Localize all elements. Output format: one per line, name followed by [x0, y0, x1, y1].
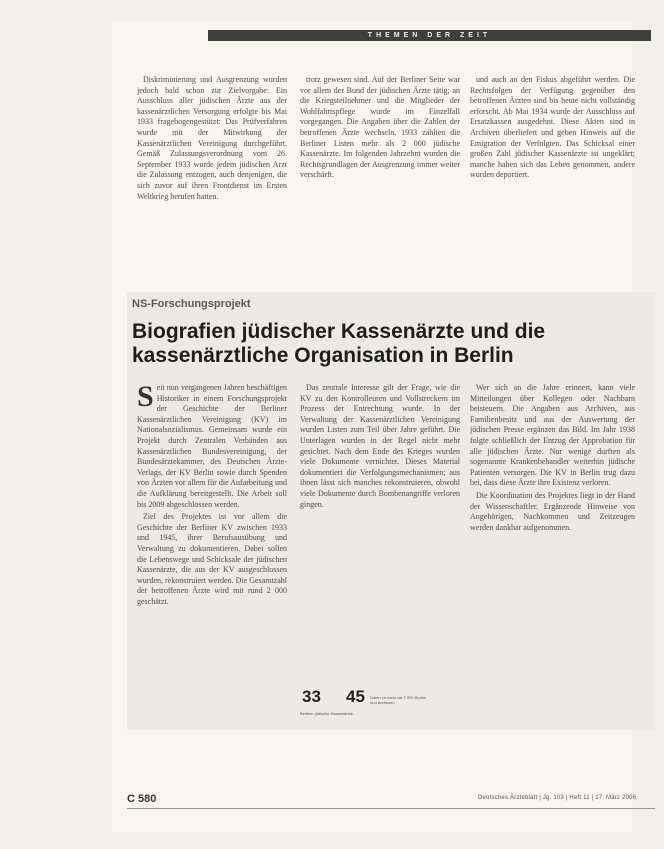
top-column-3-text: und auch an den Fiskus abgeführt werden. Die Rechtsfolgen der Verfügung gegenüber den betroffenen Ärzten sind bis heute nicht vollständig erforscht. Ab Mai 1934 wurde der Ausschluss auf Ersatzkassen ausgedehnt. Diese Akten sind in Archiven überliefert und geben Hinweis auf die Emigration der Verfolgten. Das Schicksal einer großen Zahl jüdischer Kassenärzte ist ungeklärt; manche haben sich das Leben genommen, andere wurden deportiert. — [470, 75, 635, 180]
section-header: THEMEN DER ZEIT — [208, 30, 651, 41]
footer-rule — [127, 808, 655, 809]
top-column-1-text: Diskriminierung und Ausgrenzung wurden jedoch bald schon zur Zielvorgabe: Ein Ausschluss aller jüdischen Ärzte aus der kassenärztlichen Versorgung erfolgte bis Mai 1933 fragebogengestützt: Das Prüfverfahren wurde mit der Mitwirkung der Kassenärztlichen Vereinigung durchgeführt. Gemäß Zulassungsverordnung vom 26. September 1933 wurde jedem jüdischen Arzt die Zulassung entzogen, auch denjenigen, die sich zuvor auf ihren Frontdienst im Ersten Weltkrieg berufen hatten. — [137, 75, 287, 201]
article-kicker: NS-Forschungsprojekt — [132, 298, 251, 310]
article-column-2 — [300, 383, 460, 681]
article-column-3-body: Wer sich an die Jahre erinnert, kann viele Mitteilungen über Kollegen oder Nachbarn beisteuern. Die Angaben aus Archiven, aus Familienbesitz und aus der Auswertung der jüdischen Presse ergänzen das Bild. Im Jahr 1938 folgte schließlich der Entzug der Approbation für alle jüdischen Ärzte. Nur wenige durften als sogenannte Krankenbehandler weiterhin jüdische Patienten versorgen. Die KV in Berlin trug dazu bei, dass diese Ärzte ihre Existenz verloren. — [470, 383, 635, 488]
top-column-3 — [470, 75, 635, 270]
article-lead-text: eit nun vergangenen Jahren beschäftigen Historiker in einem Forschungsprojekt der Geschichte der Berliner Kassenärztlichen Vereinigung (KV) im Nationalsozialismus. Gemeinsam wurde ein Projekt durch Zentralen Verbänden aus Kassenärztlichen Bundesvereinigung, der Bundesärztekammer, des Deutschen Ärzte-Verlags, der KV Berlin sowie durch Spenden von Ärzten vor allem für die Aufarbeitung und die Aufklärung bereitgestellt. Die Arbeit soll bis 2009 abgeschlossen werden. — [137, 383, 287, 509]
article-column-1 — [137, 383, 287, 723]
dropcap-letter: S — [137, 383, 154, 413]
logo-caption-right: Daten zu mehr als 2 000 Ärzten und Ärztinnen — [370, 695, 427, 705]
article-title-line-2: kassenärztliche Organisation in Berlin — [132, 344, 514, 367]
article-column-2-body: Das zentrale Interesse gilt der Frage, wie die KV zu den Kontrolleuren und Vollstreckern im Prozess der Entrechtung wurde. In der Verwaltung der Kassenärztlichen Vereinigung wurden Listen zum Teil über Jahre geführt. Die Unterlagen wurden in der Regel nicht mehr gesichtet. Nach dem Ende des Krieges wurden viele Dokumente vernichtet. Dieses Material dokumentiert die Verfolgungsmechanismen; aus ihnen lässt sich manches rekonstruieren, obwohl viele Dokumente durch Bombenangriffe verloren gingen. — [300, 383, 460, 509]
article-title — [132, 320, 652, 368]
article-column-1-body: Ziel des Projektes ist vor allem die Geschichte der Berliner KV zwischen 1933 und 1945, ihrer Berufsausübung und Verwaltung zu dokumentieren. Dabei sollen die Lebenswege und Schicksale der jüdischen Kassenärzte, die aus der KV ausgeschlossen wurden, rekonstruiert werden. Die Gesamtzahl der betroffenen Ärzte wird mit rund 2 000 geschätzt. — [137, 512, 287, 606]
top-column-2 — [300, 75, 460, 270]
publication-info: Deutsches Ärzteblatt | Jg. 103 | Heft 11 | 17. März 2006 — [478, 795, 637, 801]
article-lead-paragraph — [137, 383, 287, 510]
article-column-3 — [470, 383, 635, 723]
project-logo — [300, 685, 436, 729]
logo-caption-left: Berliner jüdische Kassenärzte — [300, 711, 353, 716]
top-column-2-text: trotz gewesen sind. Auf der Berliner Seite war vor allem der Bund der jüdischen Ärzte tätig; an die Kriegsteilnehmer und die Mitglieder der Wohlfahrtspflege wurde im Einzelfall vorgegangen. Die Angaben über die Zahlen der betroffenen Ärzte wechseln. 1933 zählten die Berliner Listen mehr als 2 000 jüdische Kassenärzte. Im folgenden Jahrzehnt wurden die Rechtsgrundlagen der Ausgrenzung immer weiter verschärft. — [300, 75, 460, 180]
top-column-1 — [137, 75, 287, 270]
logo-number-left: 33 — [302, 687, 321, 706]
article-column-3-body-2: Die Koordination des Projektes liegt in der Hand der Wissenschaftler. Ergänzende Hinweise von Angehörigen, Nachkommen und Zeitzeugen werden dankbar aufgenommen. — [470, 490, 635, 532]
page-number: C 580 — [127, 793, 157, 805]
article-title-line-1: Biografien jüdischer Kassenärzte und die — [132, 320, 546, 343]
logo-number-right: 45 — [346, 687, 365, 706]
